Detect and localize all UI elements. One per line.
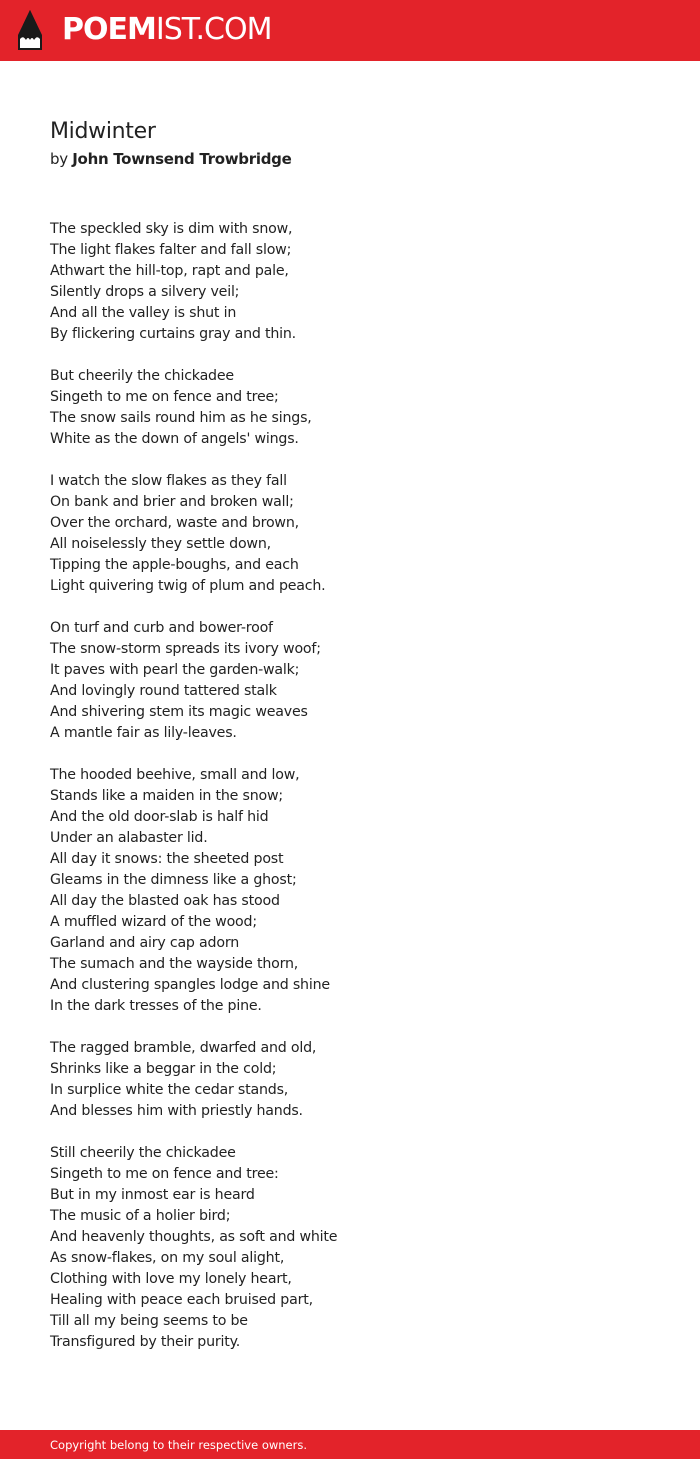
site-logo[interactable]: [62, 11, 271, 49]
copyright-notice: Copyright belong to their respective owners.: [50, 1438, 308, 1452]
poem-byline: [50, 148, 650, 170]
poem-line: And the old door-slab is half hid: [50, 809, 269, 825]
poem-line: Over the orchard, waste and brown,: [50, 515, 299, 531]
poem-line: And clustering spangles lodge and shine: [50, 977, 330, 993]
poem-line: But in my inmost ear is heard: [50, 1187, 255, 1203]
poem-stanza: [50, 1143, 650, 1353]
poem-stanza: [50, 765, 650, 1017]
poem-line: The sumach and the wayside thorn,: [50, 956, 299, 972]
poem-body: [50, 219, 650, 1353]
poem-line: In the dark tresses of the pine.: [50, 998, 262, 1014]
poem-line: Tipping the apple-boughs, and each: [50, 557, 299, 573]
poem-line: All noiselessly they settle down,: [50, 536, 271, 552]
poem-line: Under an alabaster lid.: [50, 830, 208, 846]
poem-line: In surplice white the cedar stands,: [50, 1082, 289, 1098]
poem-line: The snow-storm spreads its ivory woof;: [50, 641, 321, 657]
logo-light-part: IST.COM: [155, 12, 272, 47]
poem-line: The music of a holier bird;: [50, 1208, 231, 1224]
poem-line: The speckled sky is dim with snow,: [50, 221, 293, 237]
poem-line: The light flakes falter and fall slow;: [50, 242, 292, 258]
poem-line: On turf and curb and bower-roof: [50, 620, 273, 636]
poem-line: Clothing with love my lonely heart,: [50, 1271, 292, 1287]
poem-line: Garland and airy cap adorn: [50, 935, 240, 951]
poem-line: Gleams in the dimness like a ghost;: [50, 872, 297, 888]
poem-line: Singeth to me on fence and tree;: [50, 389, 279, 405]
poem-line: And blesses him with priestly hands.: [50, 1103, 303, 1119]
poem-line: The ragged bramble, dwarfed and old,: [50, 1040, 317, 1056]
poem-line: A muffled wizard of the wood;: [50, 914, 257, 930]
poem-line: Healing with peace each bruised part,: [50, 1292, 313, 1308]
poem-line: And all the valley is shut in: [50, 305, 237, 321]
poem-content: [50, 116, 650, 1374]
poem-line: Till all my being seems to be: [50, 1313, 248, 1329]
poem-line: As snow-flakes, on my soul alight,: [50, 1250, 285, 1266]
poem-line: All day it snows: the sheeted post: [50, 851, 284, 867]
poem-author: John Townsend Trowbridge: [72, 150, 292, 168]
poem-line: By flickering curtains gray and thin.: [50, 326, 296, 342]
poem-line: On bank and brier and broken wall;: [50, 494, 294, 510]
pencil-tip-icon[interactable]: [17, 9, 43, 51]
poem-line: Light quivering twig of plum and peach.: [50, 578, 326, 594]
poem-line: And heavenly thoughts, as soft and white: [50, 1229, 338, 1245]
poem-line: Silently drops a silvery veil;: [50, 284, 240, 300]
poem-line: And lovingly round tattered stalk: [50, 683, 277, 699]
poem-line: And shivering stem its magic weaves: [50, 704, 308, 720]
poem-line: Stands like a maiden in the snow;: [50, 788, 283, 804]
poem-stanza: [50, 471, 650, 597]
poem-line: It paves with pearl the garden-walk;: [50, 662, 300, 678]
poem-line: A mantle fair as lily-leaves.: [50, 725, 237, 741]
poem-stanza: [50, 219, 650, 345]
poem-stanza: [50, 1038, 650, 1122]
poem-line: White as the down of angels' wings.: [50, 431, 299, 447]
poem-line: Athwart the hill-top, rapt and pale,: [50, 263, 289, 279]
poem-line: All day the blasted oak has stood: [50, 893, 280, 909]
poem-line: I watch the slow flakes as they fall: [50, 473, 287, 489]
poem-line: Shrinks like a beggar in the cold;: [50, 1061, 277, 1077]
poem-title: Midwinter: [50, 119, 156, 144]
poem-stanza: [50, 366, 650, 450]
poem-stanza: [50, 618, 650, 744]
poem-line: The hooded beehive, small and low,: [50, 767, 300, 783]
poem-line: Singeth to me on fence and tree:: [50, 1166, 279, 1182]
poem-line: Transfigured by their purity.: [50, 1334, 241, 1350]
poem-line: But cheerily the chickadee: [50, 368, 234, 384]
poem-line: The snow sails round him as he sings,: [50, 410, 312, 426]
site-header: [0, 0, 700, 61]
site-footer: [0, 1430, 700, 1459]
poem-line: Still cheerily the chickadee: [50, 1145, 236, 1161]
logo-bold-part: POEM: [62, 12, 156, 47]
by-label: by: [50, 150, 68, 168]
